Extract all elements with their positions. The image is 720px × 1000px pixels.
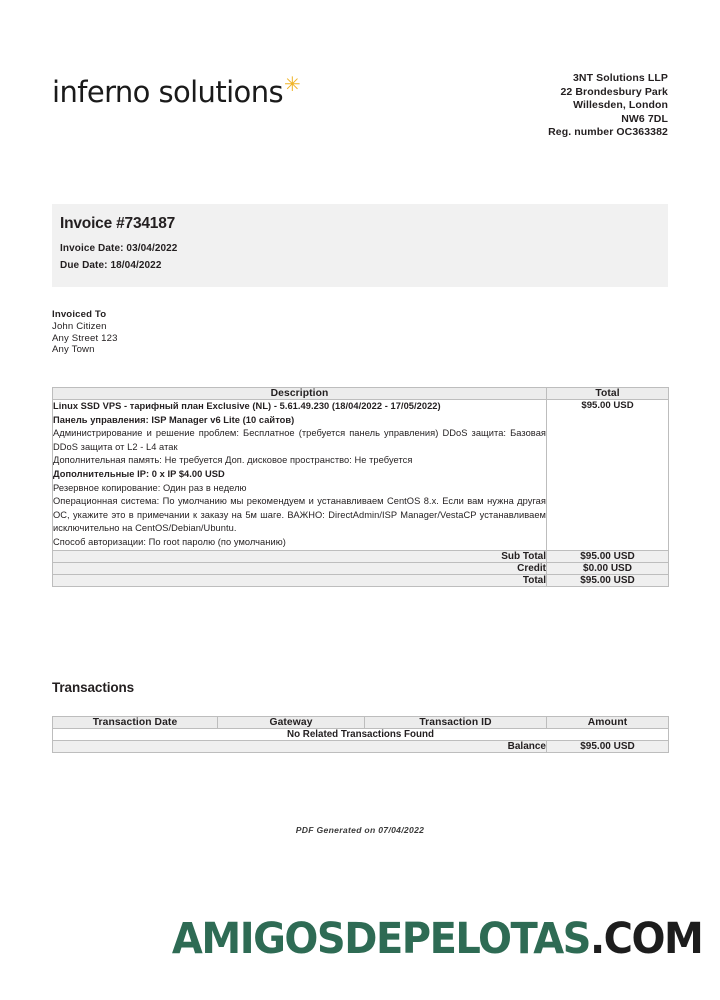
- column-header-description: Description: [53, 388, 547, 400]
- subtotal-row: [53, 550, 669, 562]
- table-row: [53, 400, 669, 551]
- total-value: $95.00 USD: [547, 574, 669, 586]
- no-transactions-message: No Related Transactions Found: [53, 729, 669, 741]
- company-name: 3NT Solutions LLP: [572, 72, 668, 84]
- credit-row: [53, 562, 669, 574]
- desc-line: Администрирование и решение проблем: Бесплатное (требуется панель управления) DDoS защита: Базовая DDoS защита от L2 - L4 атак: [53, 428, 546, 452]
- table-row: [53, 729, 669, 741]
- company-city: Willesden, London: [573, 99, 668, 112]
- column-header-transaction-id: Transaction ID: [365, 717, 547, 729]
- invoice-summary-band: [52, 204, 668, 287]
- company-street: 22 Brondesbury Park: [560, 85, 668, 98]
- watermark-tld-text: .COM: [589, 914, 702, 964]
- credit-label: Credit: [53, 562, 547, 574]
- asterisk-icon: ✳: [284, 72, 301, 97]
- customer-name: John Citizen: [52, 320, 107, 332]
- items-header-row: [53, 388, 669, 400]
- transactions-section-title: Transactions: [52, 680, 135, 695]
- balance-row: [53, 741, 669, 753]
- invoice-items-table: [52, 387, 669, 587]
- invoiced-to-heading: Invoiced To: [52, 309, 107, 320]
- desc-line: Операционная система: По умолчанию мы рекомендуем и устанавливаем CentOS 8.x. Если вам нужна другая ОС, укажите это в примечании к заказу на 5м шаге. ВАЖНО: DirectAdmin/ISP Manager/VestaCP устанавливаем исключительно на CentOS/Debian/Ubuntu.: [53, 496, 546, 534]
- site-watermark: [171, 914, 702, 964]
- item-total-cell: $95.00 USD: [547, 400, 669, 551]
- subtotal-value: $95.00 USD: [547, 550, 669, 562]
- column-header-gateway: Gateway: [218, 717, 365, 729]
- logo-text: inferno solutions: [52, 75, 283, 109]
- desc-line: Панель управления: ISP Manager v6 Lite (10 сайтов): [53, 414, 295, 425]
- customer-town: Any Town: [52, 344, 95, 356]
- invoiced-to-block: [52, 309, 118, 356]
- desc-line: Резервное копирование: Один раз в неделю: [53, 482, 247, 493]
- company-postcode: NW6 7DL: [621, 112, 668, 125]
- transactions-header-row: [53, 717, 669, 729]
- balance-value: $95.00 USD: [547, 741, 669, 753]
- desc-line: Linux SSD VPS - тарифный план Exclusive (NL) - 5.61.49.230 (18/04/2022 - 17/05/2022): [53, 401, 441, 411]
- total-row: [53, 574, 669, 586]
- due-date: Due Date: 18/04/2022: [60, 260, 162, 271]
- column-header-transaction-date: Transaction Date: [53, 717, 218, 729]
- total-label: Total: [53, 574, 547, 586]
- company-address-block: [548, 72, 668, 140]
- desc-line: Дополнительные IP: 0 x IP $4.00 USD: [53, 468, 225, 479]
- document-header: [0, 72, 720, 140]
- credit-value: $0.00 USD: [547, 562, 669, 574]
- subtotal-label: Sub Total: [53, 550, 547, 562]
- pdf-generated-note: PDF Generated on 07/04/2022: [295, 825, 425, 835]
- item-description-cell: [53, 400, 547, 551]
- desc-line: Дополнительная память: Не требуется Доп. дисковое пространство: Не требуется: [53, 455, 413, 466]
- desc-line: Способ авторизации: По root паролю (по умолчанию): [53, 536, 286, 547]
- company-logo: [52, 72, 301, 109]
- invoice-number-title: Invoice #734187: [60, 215, 176, 232]
- column-header-total: Total: [547, 388, 669, 400]
- watermark-main-text: AMIGOSDEPELOTAS: [171, 914, 590, 964]
- company-registration: Reg. number OC363382: [548, 126, 668, 139]
- balance-label: Balance: [53, 741, 547, 753]
- invoice-date: Invoice Date: 03/04/2022: [60, 243, 178, 254]
- customer-street: Any Street 123: [52, 332, 118, 344]
- column-header-amount: Amount: [547, 717, 669, 729]
- transactions-table: [52, 716, 669, 753]
